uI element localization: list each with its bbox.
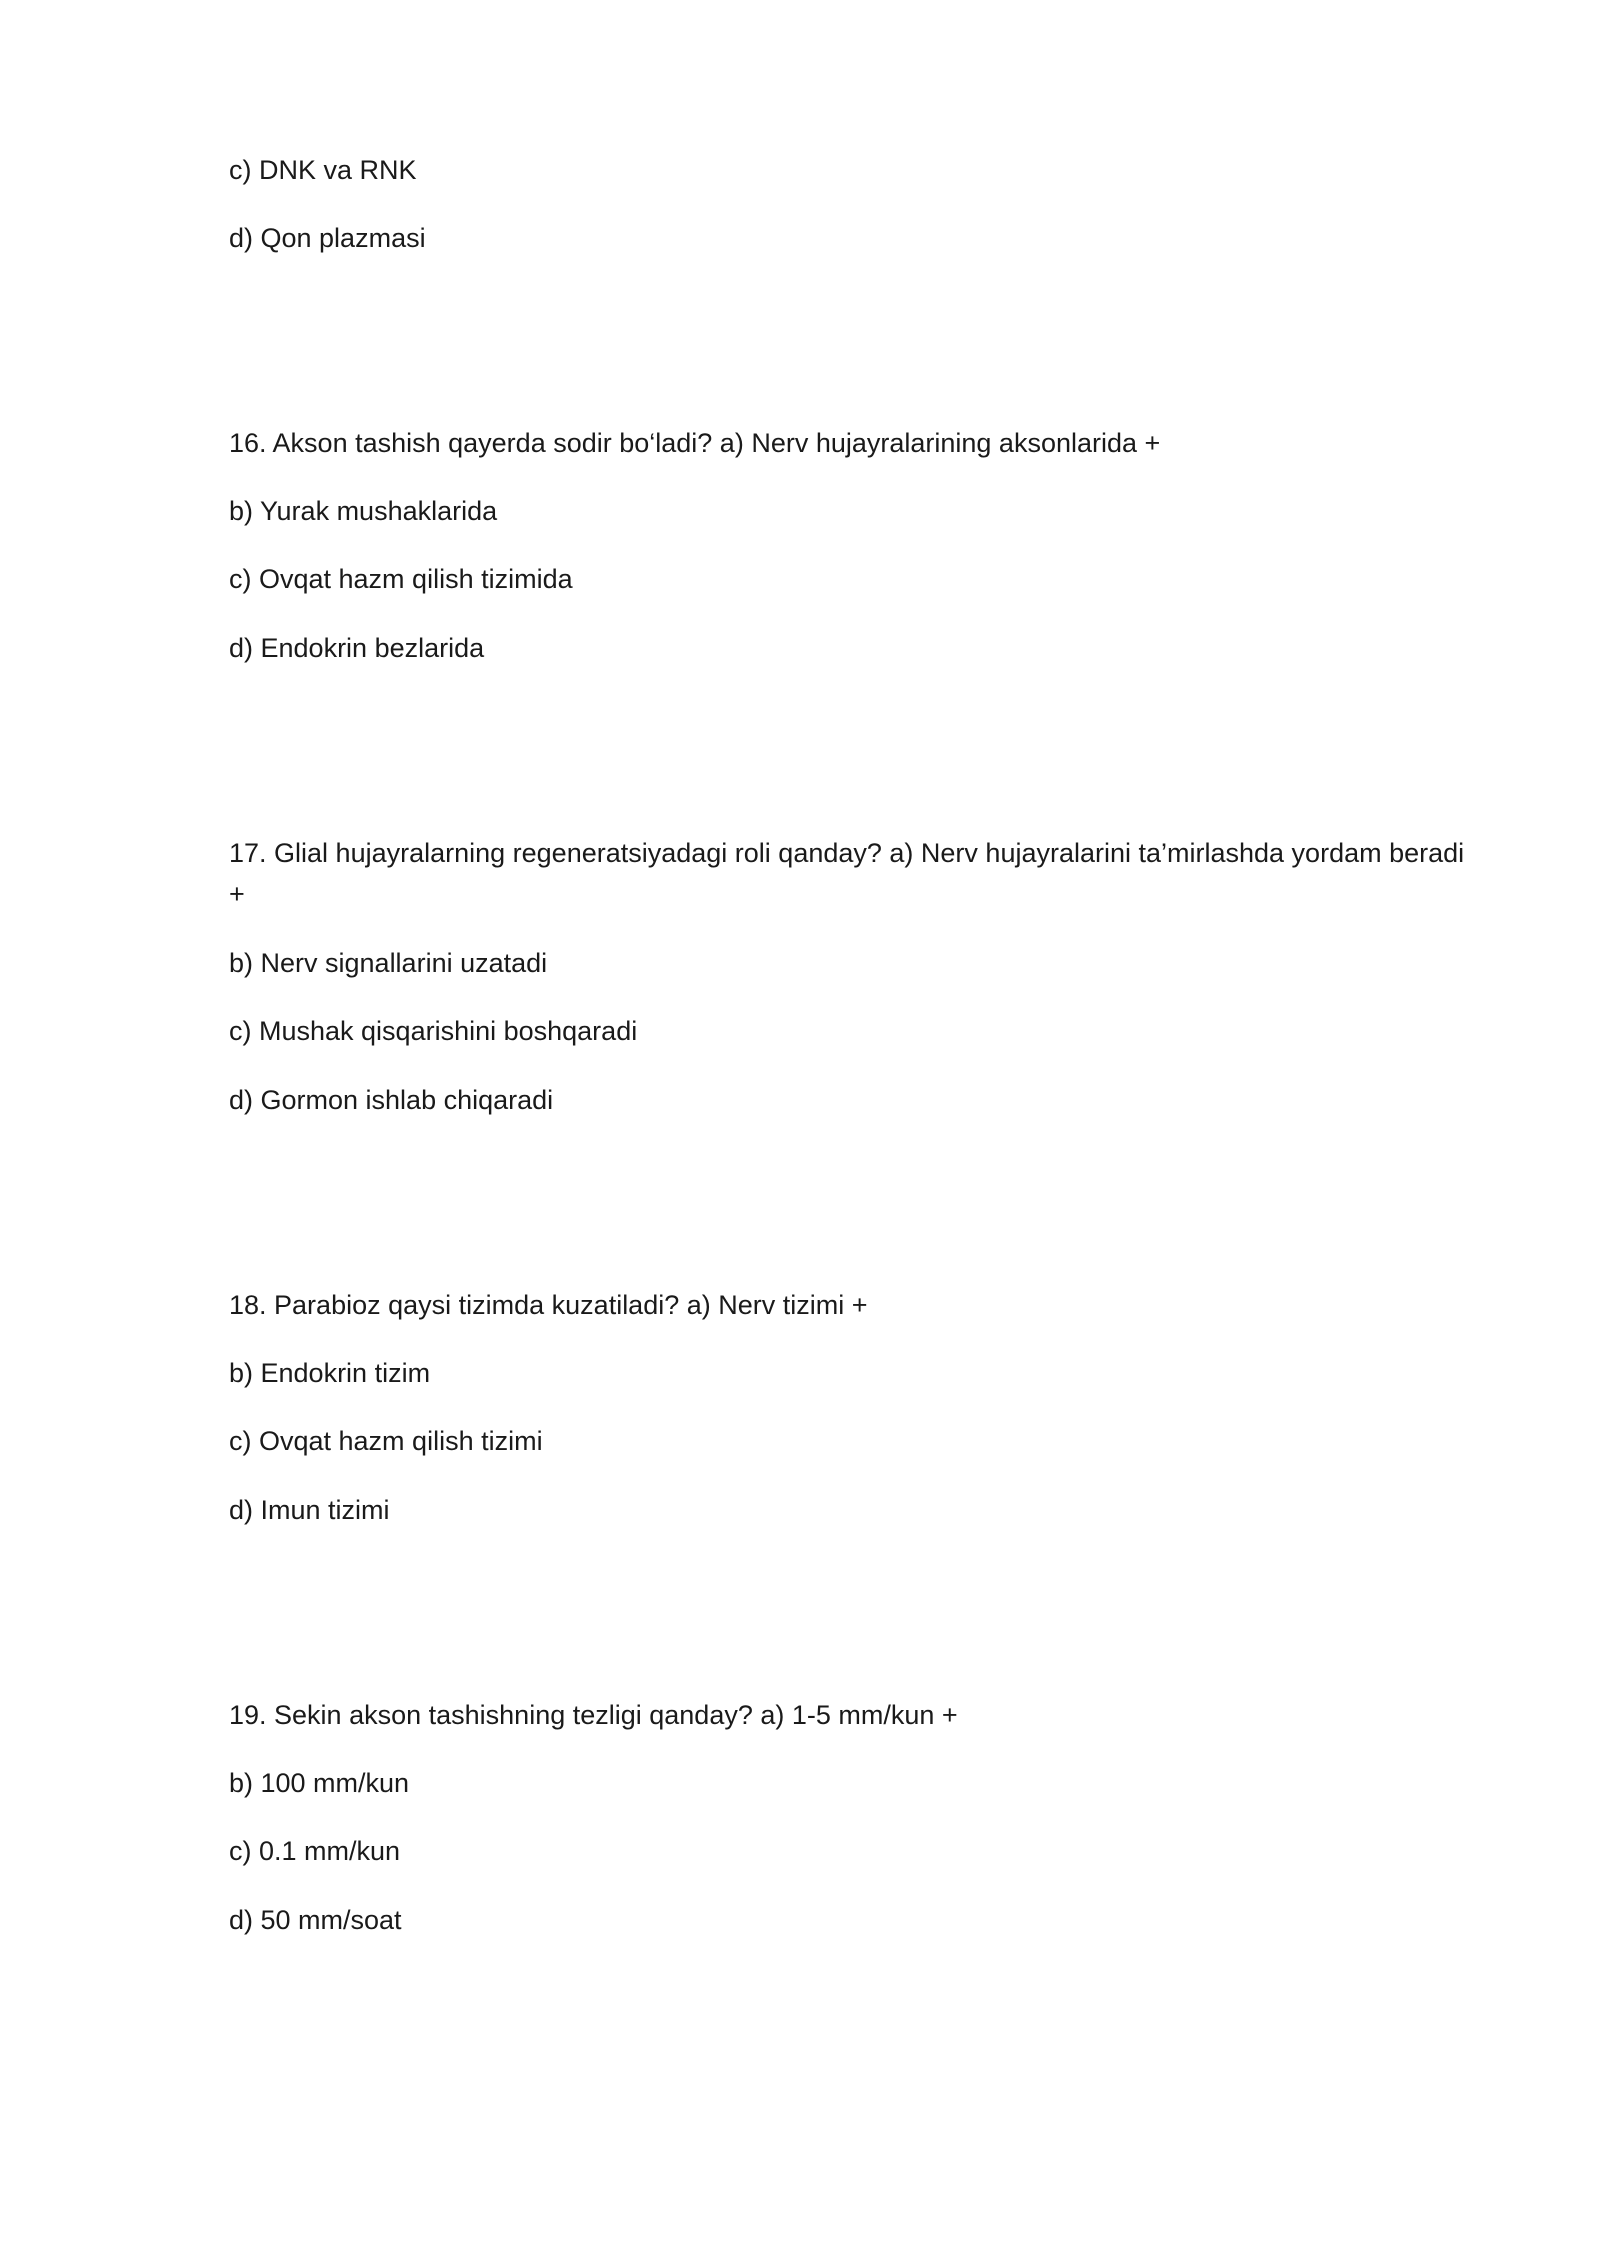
question-line: 16. Akson tashish qayerda sodir bo‘ladi? a) Nerv hujayralarining aksonlarida + xyxy=(229,428,1161,458)
question-line: 17. Glial hujayralarning regeneratsiyadagi roli qanday? a) Nerv hujayralarini ta’mirlashda yordam beradi + xyxy=(229,838,1465,909)
option-line: d) Qon plazmasi xyxy=(229,223,426,253)
option-line: c) DNK va RNK xyxy=(229,155,417,185)
option-line: b) 100 mm/kun xyxy=(229,1768,410,1798)
option-line: b) Yurak mushaklarida xyxy=(229,496,498,526)
option-line: c) Mushak qisqarishini boshqaradi xyxy=(229,1016,638,1046)
option-line: c) Ovqat hazm qilish tizimi xyxy=(229,1426,543,1456)
option-line: c) Ovqat hazm qilish tizimida xyxy=(229,564,573,594)
option-line: c) 0.1 mm/kun xyxy=(229,1836,401,1866)
option-line: d) Imun tizimi xyxy=(229,1495,390,1525)
question-line: 18. Parabioz qaysi tizimda kuzatiladi? a) Nerv tizimi + xyxy=(229,1290,868,1320)
option-line: d) 50 mm/soat xyxy=(229,1905,402,1935)
option-line: b) Endokrin tizim xyxy=(229,1358,431,1388)
option-line: b) Nerv signallarini uzatadi xyxy=(229,948,548,978)
option-line: d) Gormon ishlab chiqaradi xyxy=(229,1085,554,1115)
option-line: d) Endokrin bezlarida xyxy=(229,633,485,663)
question-line: 19. Sekin akson tashishning tezligi qanday? a) 1-5 mm/kun + xyxy=(229,1700,958,1730)
